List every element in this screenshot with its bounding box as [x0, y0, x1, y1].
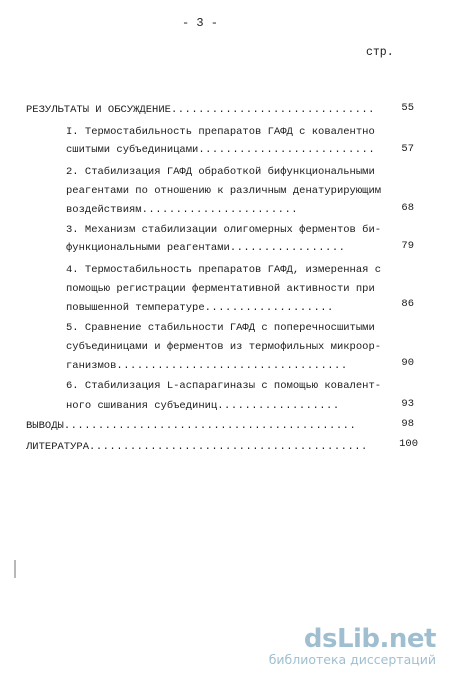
- toc-dot-leader: .......................: [141, 204, 299, 216]
- toc-page-number: 90: [401, 357, 414, 369]
- toc-entry-line[interactable]: повышенной температуре...................: [66, 302, 334, 314]
- toc-entry-line[interactable]: воздействиям.......................: [66, 204, 299, 216]
- toc-entry-line[interactable]: функциональными реагентами.................: [66, 242, 346, 254]
- toc-entry-line[interactable]: ганизмов..................................: [66, 360, 348, 372]
- toc-dot-leader: .................: [229, 242, 346, 254]
- toc-entry-line[interactable]: сшитыми субъединицами..........................: [66, 144, 376, 156]
- toc-page-number: 93: [401, 398, 414, 410]
- toc-page-number: 79: [401, 240, 414, 252]
- page-column-header: стр.: [366, 46, 394, 59]
- toc-entry-line[interactable]: I. Термостабильность препаратов ГАФД с ковалентно: [66, 126, 375, 138]
- toc-page-number: 68: [401, 202, 414, 214]
- toc-page-number: 57: [401, 143, 414, 155]
- toc-entry-line[interactable]: реагентами по отношению к различным денатурирующим: [66, 185, 382, 197]
- toc-page-number: 98: [401, 418, 414, 430]
- watermark: [269, 624, 436, 667]
- toc-entry-line[interactable]: 6. Стабилизация L-аспарагиназы с помощью ковалент-: [66, 380, 382, 392]
- toc-dot-leader: ..................................: [116, 360, 348, 372]
- toc-entry-line[interactable]: помощью регистрации ферментативной активности при: [66, 283, 375, 295]
- toc-entry-results[interactable]: [26, 104, 375, 116]
- toc-entry-line[interactable]: субъединицами и ферментов из термофильных микроор-: [66, 341, 382, 353]
- scan-mark: [14, 560, 16, 578]
- toc-dot-leader: ..................: [217, 400, 340, 412]
- toc-page-number: 55: [401, 102, 414, 114]
- toc-page-number: 86: [401, 298, 414, 310]
- toc-entry-line[interactable]: 4. Термостабильность препаратов ГАФД, измеренная с: [66, 264, 382, 276]
- toc-dot-leader: ...........................................: [63, 420, 357, 432]
- toc-dot-leader: ..........................: [198, 144, 376, 156]
- toc-entry-line[interactable]: ного сшивания субъединиц..................: [66, 400, 340, 412]
- toc-entry-line[interactable]: 5. Сравнение стабильности ГАФД с поперечносшитыми: [66, 322, 375, 334]
- toc-dot-leader: ...................: [204, 302, 334, 314]
- toc-dot-leader: ..............................: [170, 104, 375, 116]
- watermark-subtitle: библиотека диссертаций: [268, 652, 436, 667]
- toc-entry-line[interactable]: 3. Механизм стабилизации олигомерных ферментов би-: [66, 224, 382, 236]
- toc-dot-leader: .........................................: [89, 441, 368, 453]
- page-number: - 3 -: [182, 16, 219, 30]
- toc-entry-title: РЕЗУЛЬТАТЫ И ОБСУЖДЕНИЕ: [26, 104, 171, 116]
- toc-entry-references[interactable]: ЛИТЕРАТУРА.........................................: [26, 441, 368, 453]
- watermark-logo: dsLib.net: [303, 624, 436, 654]
- toc-entry-conclusions[interactable]: ВЫВОДЫ...........................................: [26, 420, 357, 432]
- toc-page-number: 100: [399, 438, 418, 450]
- toc-entry-line[interactable]: 2. Стабилизация ГАФД обработкой бифункциональными: [66, 166, 375, 178]
